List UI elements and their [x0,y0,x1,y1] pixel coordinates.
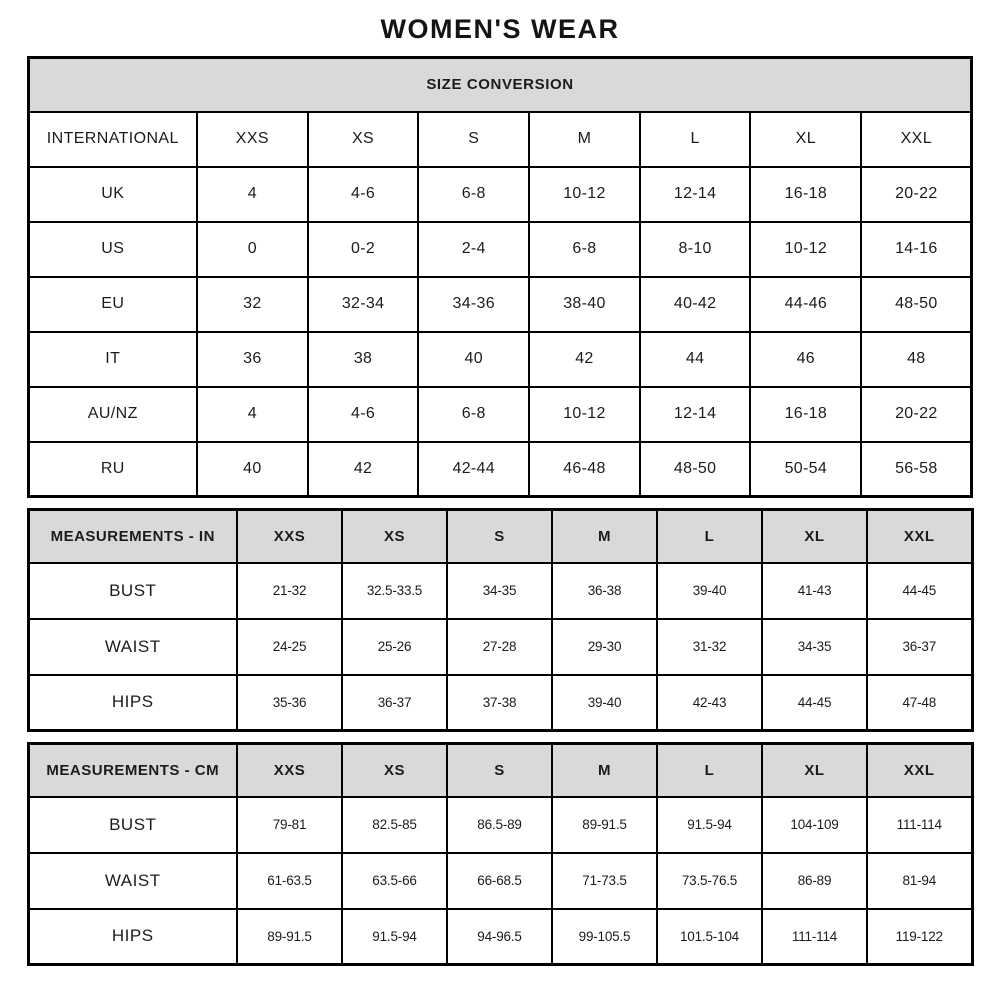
size-conversion-title-row [28,58,972,112]
cell-value: 24-25 [237,619,342,675]
size-column-header: XXS [237,744,342,797]
cell-value: 44-45 [867,563,972,619]
cell-value: 20-22 [861,167,972,222]
cell-value: 91.5-94 [657,797,762,853]
cell-value: 46-48 [529,442,640,497]
cell-value: 0 [197,222,308,277]
table-row [28,332,972,387]
cell-value: 4 [197,387,308,442]
cell-value: 16-18 [750,167,861,222]
measurements-in-header: MEASUREMENTS - IN [28,510,237,563]
cell-value: 8-10 [640,222,751,277]
cell-value: 29-30 [552,619,657,675]
column-header: INTERNATIONAL [28,112,197,167]
cell-value: 37-38 [447,675,552,731]
cell-value: 63.5-66 [342,853,447,909]
table-row [28,167,972,222]
row-label: HIPS [28,909,237,965]
cell-value: 79-81 [237,797,342,853]
measurements-in-table [27,508,974,732]
size-column-header: XXL [867,744,972,797]
size-column-header: L [657,744,762,797]
size-conversion-columns-row [28,112,972,167]
cell-value: 6-8 [418,387,529,442]
cell-value: 47-48 [867,675,972,731]
cell-value: 36-37 [867,619,972,675]
column-header: XL [750,112,861,167]
cell-value: 20-22 [861,387,972,442]
cell-value: 38 [308,332,419,387]
cell-value: 91.5-94 [342,909,447,965]
table-row [28,563,972,619]
cell-value: 10-12 [750,222,861,277]
cell-value: 46 [750,332,861,387]
cell-value: 10-12 [529,387,640,442]
row-label: UK [28,167,197,222]
cell-value: 86.5-89 [447,797,552,853]
table-row [28,619,972,675]
cell-value: 82.5-85 [342,797,447,853]
cell-value: 101.5-104 [657,909,762,965]
row-label: AU/NZ [28,387,197,442]
cell-value: 6-8 [529,222,640,277]
size-column-header: S [447,510,552,563]
table-row [28,277,972,332]
size-column-header: S [447,744,552,797]
measurements-in-header-row [28,510,972,563]
cell-value: 44-46 [750,277,861,332]
measurements-cm-table [27,742,974,966]
table-row [28,222,972,277]
cell-value: 42 [308,442,419,497]
cell-value: 48-50 [861,277,972,332]
cell-value: 48 [861,332,972,387]
size-column-header: XL [762,744,867,797]
cell-value: 32.5-33.5 [342,563,447,619]
size-column-header: XS [342,744,447,797]
measurements-cm-header-row [28,744,972,797]
cell-value: 12-14 [640,387,751,442]
cell-value: 32 [197,277,308,332]
row-label: HIPS [28,675,237,731]
size-column-header: XXS [237,510,342,563]
size-column-header: M [552,744,657,797]
cell-value: 44-45 [762,675,867,731]
cell-value: 2-4 [418,222,529,277]
row-label: IT [28,332,197,387]
cell-value: 34-35 [447,563,552,619]
table-row [28,853,972,909]
cell-value: 31-32 [657,619,762,675]
measurements-cm-header: MEASUREMENTS - CM [28,744,237,797]
cell-value: 39-40 [657,563,762,619]
cell-value: 40 [418,332,529,387]
cell-value: 34-36 [418,277,529,332]
size-column-header: XS [342,510,447,563]
row-label: WAIST [28,853,237,909]
cell-value: 50-54 [750,442,861,497]
cell-value: 4-6 [308,387,419,442]
row-label: US [28,222,197,277]
size-column-header: XXL [867,510,972,563]
cell-value: 89-91.5 [552,797,657,853]
cell-value: 6-8 [418,167,529,222]
table-row [28,387,972,442]
size-conversion-header: SIZE CONVERSION [28,58,972,112]
cell-value: 94-96.5 [447,909,552,965]
cell-value: 89-91.5 [237,909,342,965]
cell-value: 56-58 [861,442,972,497]
cell-value: 86-89 [762,853,867,909]
size-column-header: M [552,510,657,563]
column-header: M [529,112,640,167]
cell-value: 66-68.5 [447,853,552,909]
cell-value: 42-43 [657,675,762,731]
cell-value: 4-6 [308,167,419,222]
cell-value: 34-35 [762,619,867,675]
cell-value: 61-63.5 [237,853,342,909]
cell-value: 48-50 [640,442,751,497]
cell-value: 39-40 [552,675,657,731]
cell-value: 40-42 [640,277,751,332]
cell-value: 35-36 [237,675,342,731]
cell-value: 36 [197,332,308,387]
cell-value: 27-28 [447,619,552,675]
cell-value: 16-18 [750,387,861,442]
cell-value: 12-14 [640,167,751,222]
column-header: S [418,112,529,167]
cell-value: 42-44 [418,442,529,497]
table-row [28,675,972,731]
cell-value: 36-37 [342,675,447,731]
cell-value: 4 [197,167,308,222]
cell-value: 40 [197,442,308,497]
cell-value: 111-114 [762,909,867,965]
cell-value: 81-94 [867,853,972,909]
cell-value: 71-73.5 [552,853,657,909]
cell-value: 14-16 [861,222,972,277]
table-row [28,909,972,965]
cell-value: 32-34 [308,277,419,332]
cell-value: 36-38 [552,563,657,619]
cell-value: 42 [529,332,640,387]
cell-value: 41-43 [762,563,867,619]
cell-value: 25-26 [342,619,447,675]
column-header: L [640,112,751,167]
row-label: BUST [28,797,237,853]
row-label: RU [28,442,197,497]
table-row [28,797,972,853]
size-column-header: XL [762,510,867,563]
cell-value: 111-114 [867,797,972,853]
column-header: XS [308,112,419,167]
page-title: WOMEN'S WEAR [380,14,620,44]
cell-value: 73.5-76.5 [657,853,762,909]
row-label: WAIST [28,619,237,675]
cell-value: 104-109 [762,797,867,853]
cell-value: 38-40 [529,277,640,332]
cell-value: 10-12 [529,167,640,222]
size-conversion-table [27,56,974,498]
cell-value: 21-32 [237,563,342,619]
size-column-header: L [657,510,762,563]
column-header: XXS [197,112,308,167]
table-row [28,442,972,497]
column-header: XXL [861,112,972,167]
row-label: EU [28,277,197,332]
cell-value: 99-105.5 [552,909,657,965]
cell-value: 119-122 [867,909,972,965]
cell-value: 44 [640,332,751,387]
row-label: BUST [28,563,237,619]
cell-value: 0-2 [308,222,419,277]
